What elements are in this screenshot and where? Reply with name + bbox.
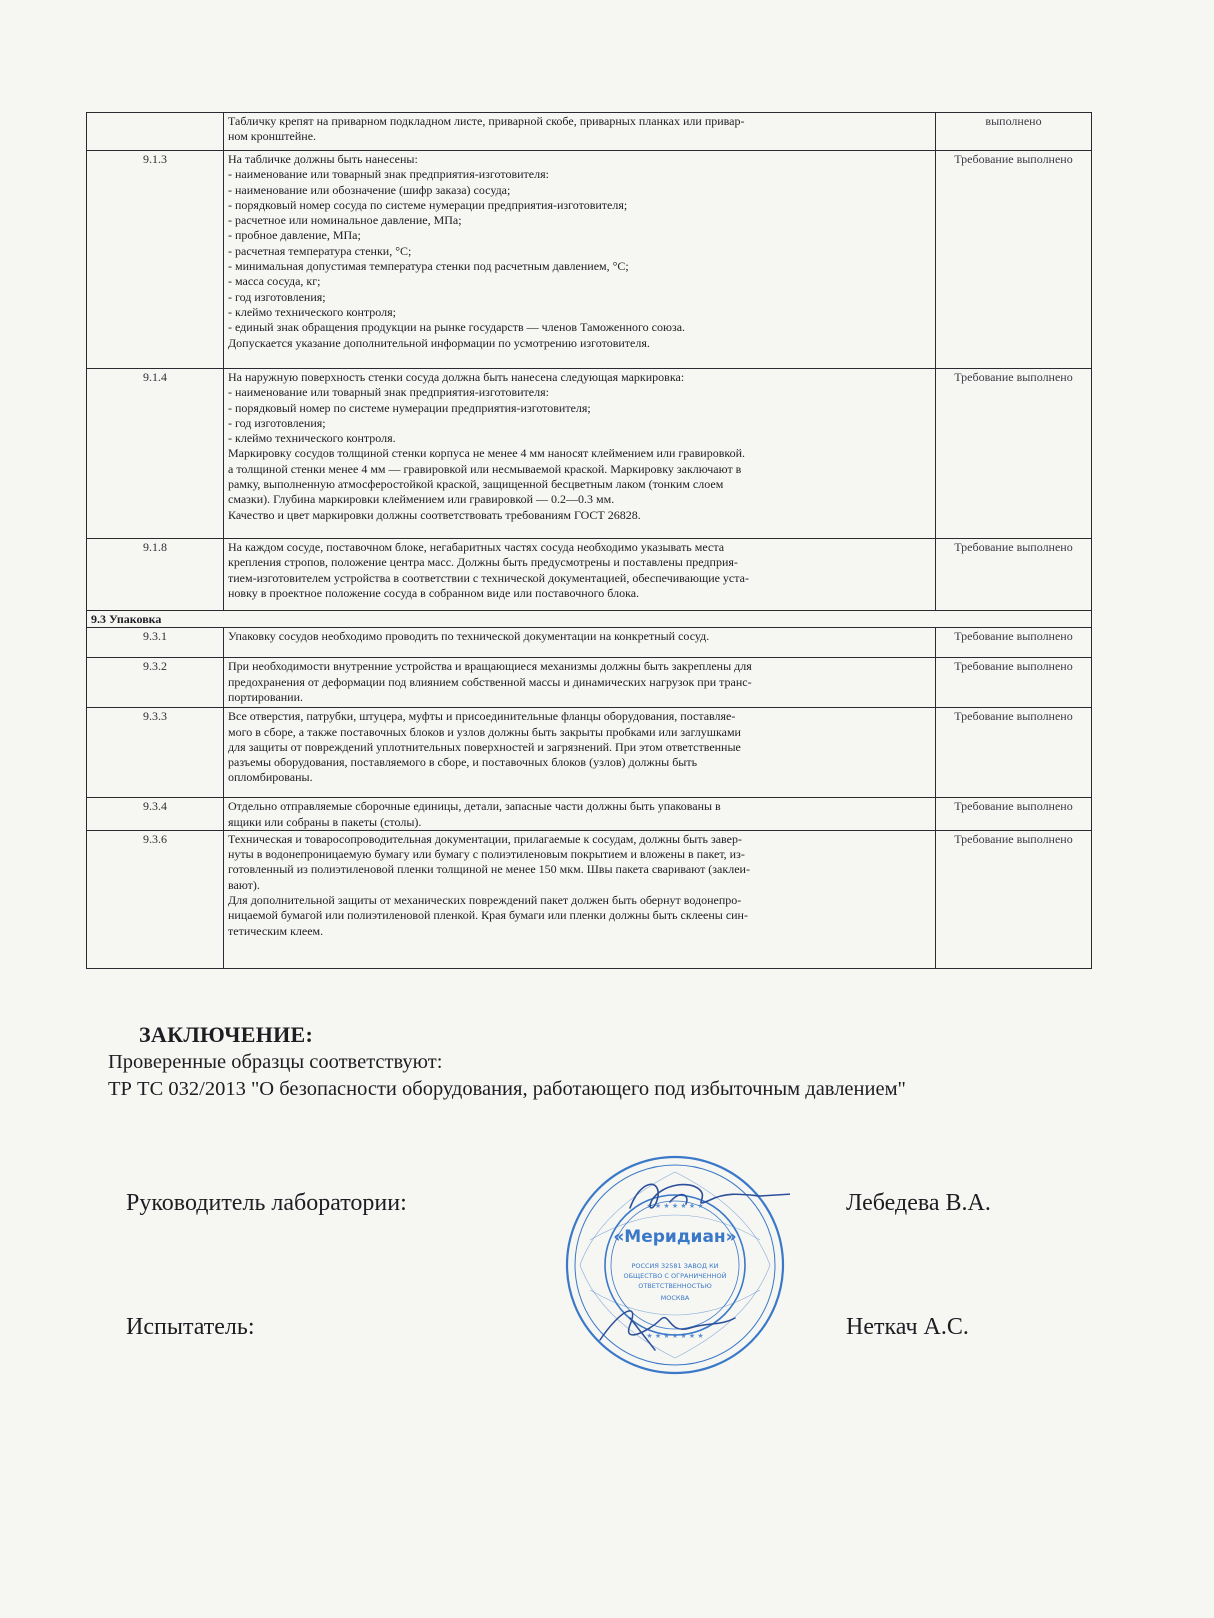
clause-number: 9.3.3	[87, 708, 224, 798]
requirement-line: - клеймо технического контроля;	[228, 304, 396, 319]
requirement-line: Для дополнительной защиты от механических повреждений пакет должен быть обернут водонепро-	[228, 893, 742, 908]
table-row	[87, 151, 1092, 369]
head-of-lab-label: Руководитель лаборатории:	[126, 1190, 407, 1216]
result-cell: Требование выполнено	[936, 151, 1092, 369]
requirement-line: мого в сборе, а также поставочных блоков и узлов должны быть закрыты пробками или заглушками	[228, 724, 741, 739]
requirement-line: ящики или собраны в пакеты (столы).	[228, 814, 422, 829]
section-title: 9.3 Упаковка	[87, 611, 1092, 628]
result-cell: Требование выполнено	[936, 798, 1092, 831]
clause-number: 9.3.2	[87, 658, 224, 708]
signature-tester	[600, 1311, 735, 1350]
requirement-line: тетическим клеем.	[228, 923, 324, 938]
result-cell: Требование выполнено	[936, 369, 1092, 539]
seal-text-line: РОССИЯ 32581 ЗАВОД КИ	[631, 1262, 719, 1270]
seal-text-line: ОБЩЕСТВО С ОГРАНИЧЕННОЙ	[623, 1272, 727, 1280]
requirement-line: На каждом сосуде, поставочном блоке, негабаритных частях сосуда необходимо указывать места	[228, 540, 725, 554]
requirement-line: - наименование или товарный знак предприятия-изготовителя:	[228, 167, 549, 182]
requirement-line: - единый знак обращения продукции на рынке государств — членов Таможенного союза.	[228, 320, 686, 335]
requirement-line: крепления стропов, положение центра масс. Должны быть предусмотрены и поставлены предприя-	[228, 555, 738, 570]
requirement-line: Табличку крепят на приварном подкладном листе, приварной скобе, приварных планках или привар-	[228, 114, 745, 128]
requirement-line: - порядковый номер сосуда по системе нумерации предприятия-изготовителя;	[228, 197, 628, 212]
requirement-text	[224, 539, 936, 611]
requirement-line: новку в проектное положение сосуда в собранном виде или поставочного блока.	[228, 585, 640, 600]
requirement-line: - год изготовления;	[228, 415, 326, 430]
clause-number: 9.3.6	[87, 830, 224, 968]
head-of-lab-name: Лебедева В.А.	[846, 1190, 991, 1216]
table-row	[87, 708, 1092, 798]
svg-text:★ ★ ★ ★ ★ ★ ★: ★ ★ ★ ★ ★ ★ ★	[646, 1332, 704, 1340]
requirement-text	[224, 151, 936, 369]
requirement-line: а толщиной стенки менее 4 мм — гравировкой или несмываемой краской. Маркировку заключают в	[228, 461, 742, 476]
requirement-line: - клеймо технического контроля.	[228, 431, 396, 446]
requirement-line: смазки). Глубина маркировки клеймением или гравировкой — 0.2—0.3 мм.	[228, 492, 615, 507]
requirement-line: Допускается указание дополнительной информации по усмотрению изготовителя.	[228, 335, 650, 350]
requirement-line: вают).	[228, 877, 260, 892]
clause-number: 9.1.8	[87, 539, 224, 611]
requirement-line: - наименование или обозначение (шифр заказа) сосуда;	[228, 182, 511, 197]
requirement-line: готовленный из полиэтиленовой пленки толщиной не менее 150 мкм. Швы пакета сваривают (заклеи-	[228, 862, 750, 877]
requirement-line: - порядковый номер по системе нумерации предприятия-изготовителя;	[228, 400, 591, 415]
clause-number	[87, 113, 224, 151]
requirement-line: При необходимости внутренние устройства и вращающиеся механизмы должны быть закреплены для	[228, 659, 752, 674]
result-cell: Требование выполнено	[936, 830, 1092, 968]
requirement-line: Качество и цвет маркировки должны соответствовать требованиям ГОСТ 26828.	[228, 507, 641, 522]
requirement-text	[224, 113, 936, 151]
result-cell: Требование выполнено	[936, 628, 1092, 658]
table-section-row	[87, 611, 1092, 628]
requirement-line: - минимальная допустимая температура стенки под расчетным давлением, °С;	[228, 259, 629, 274]
clause-number: 9.1.4	[87, 369, 224, 539]
result-cell: выполнено	[936, 113, 1092, 151]
requirement-text	[224, 830, 936, 968]
requirement-text	[224, 708, 936, 798]
requirement-line: предохранения от деформации под влиянием собственной массы и динамических нагрузок при транс-	[228, 674, 752, 689]
svg-text:★ ★ ★ ★ ★ ★ ★: ★ ★ ★ ★ ★ ★ ★	[646, 1202, 704, 1210]
requirement-line: - наименование или товарный знак предприятия-изготовителя:	[228, 385, 549, 400]
conclusion-line-1: Проверенные образцы соответствуют:	[108, 1051, 443, 1073]
requirement-line: разъемы оборудования, поставляемого в сборе, и поставочных блоков (узлов) должны быть	[228, 755, 698, 770]
result-cell: Требование выполнено	[936, 658, 1092, 708]
company-seal	[560, 1150, 790, 1380]
requirement-line: На наружную поверхность стенки сосуда должна быть нанесена следующая маркировка:	[228, 370, 685, 384]
conclusion-title: ЗАКЛЮЧЕНИЕ:	[139, 1022, 314, 1047]
requirement-line: рамку, выполненную атмосферостойкой краской, защищенной бесцветным лаком (тонким слоем	[228, 477, 724, 492]
requirement-line: ном кронштейне.	[228, 129, 317, 144]
tester-name: Неткач А.С.	[846, 1314, 969, 1340]
requirement-line: опломбированы.	[228, 770, 313, 785]
table-row	[87, 113, 1092, 151]
table-row	[87, 369, 1092, 539]
requirements-table	[86, 112, 1092, 969]
clause-number: 9.3.1	[87, 628, 224, 658]
seal-company-name: «Меридиан»	[613, 1227, 737, 1247]
table-row	[87, 539, 1092, 611]
clause-number: 9.1.3	[87, 151, 224, 369]
requirement-line: На табличке должны быть нанесены:	[228, 152, 418, 166]
requirement-line: для защиты от повреждений уплотнительных поверхностей и загрязнений. При этом ответственные	[228, 739, 741, 754]
requirement-line: Маркировку сосудов толщиной стенки корпуса не менее 4 мм наносят клеймением или гравировкой.	[228, 446, 746, 461]
table-row	[87, 798, 1092, 831]
table-row	[87, 658, 1092, 708]
requirement-line: тием-изготовителем устройства в соответствии с технической документацией, обеспечивающие уста-	[228, 570, 749, 585]
seal-text-line: ОТВЕТСТВЕННОСТЬЮ	[638, 1282, 712, 1290]
result-cell: Требование выполнено	[936, 708, 1092, 798]
requirement-text	[224, 658, 936, 708]
requirement-line: - масса сосуда, кг;	[228, 274, 321, 289]
conclusion-line-2: ТР ТС 032/2013 "О безопасности оборудования, работающего под избыточным давлением"	[108, 1078, 906, 1100]
requirement-line: - пробное давление, МПа;	[228, 228, 361, 243]
requirement-line: Упаковку сосудов необходимо проводить по технической документации на конкретный сосуд.	[228, 629, 710, 644]
tester-label: Испытатель:	[126, 1314, 255, 1340]
requirement-line: Отдельно отправляемые сборочные единицы, детали, запасные части должны быть упакованы в	[228, 799, 721, 814]
result-cell: Требование выполнено	[936, 539, 1092, 611]
requirement-text	[224, 628, 936, 658]
requirement-text	[224, 798, 936, 831]
requirement-line: - год изготовления;	[228, 289, 326, 304]
clause-number: 9.3.4	[87, 798, 224, 831]
requirement-text	[224, 369, 936, 539]
requirement-line: Техническая и товаросопроводительная документации, прилагаемые к сосудам, должны быть завер-	[228, 831, 742, 846]
table-row	[87, 830, 1092, 968]
requirement-line: нуты в водонепроницаемую бумагу или бумагу с полиэтиленовым покрытием и вложены в пакет, из-	[228, 847, 745, 862]
table-row	[87, 628, 1092, 658]
requirement-line: - расчетное или номинальное давление, МПа;	[228, 213, 462, 228]
requirement-line: - расчетная температура стенки, °С;	[228, 243, 412, 258]
requirement-line: ницаемой бумагой или полиэтиленовой пленкой. Края бумаги или пленки должны быть склеены син-	[228, 908, 748, 923]
seal-text-line: МОСКВА	[660, 1294, 690, 1302]
requirement-line: портировании.	[228, 689, 304, 704]
requirement-line: Все отверстия, патрубки, штуцера, муфты и присоединительные фланцы оборудования, поставляе-	[228, 709, 736, 724]
